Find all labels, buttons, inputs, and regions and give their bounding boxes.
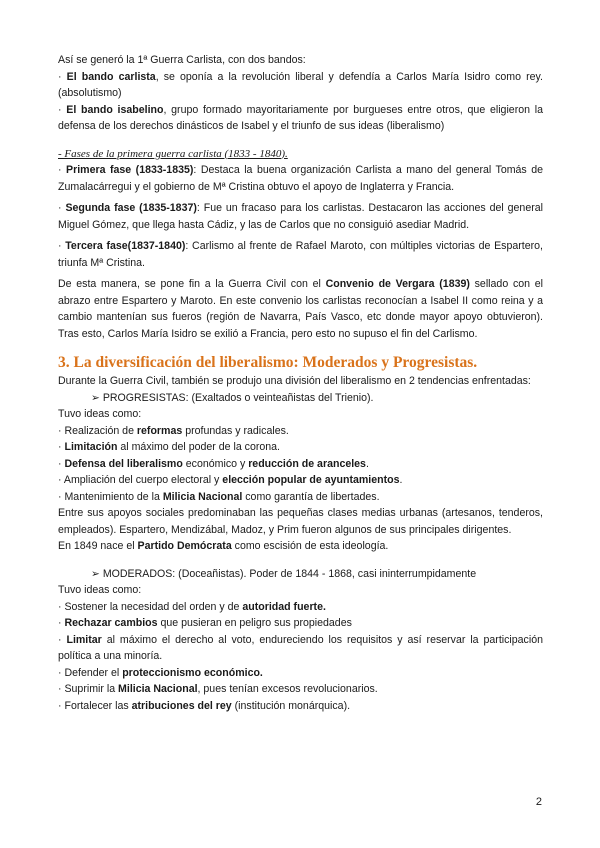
document-body bbox=[58, 52, 543, 714]
bando-isabelino: · El bando isabelino, grupo formado mayoritariamente por burgueses entre otros, que eligieron la defensa de los derechos dinásticos de Isabel y el triunfo de sus ideas (liberalismo) bbox=[58, 103, 543, 132]
prog-idea-1: · Realización de reformas profundas y radicales. bbox=[58, 424, 289, 437]
phase-1: · Primera fase (1833-1835): Destaca la buena organización Carlista a mano del general Tomás de Zumalacárregui y el gobierno de Mª Cristina obtuvo el apoyo de Inglaterra y Francia. bbox=[58, 164, 543, 193]
intro-line: Así se generó la 1ª Guerra Carlista, con dos bandos: bbox=[58, 54, 306, 66]
prog-1849: En 1849 nace el Partido Demócrata como escisión de esta ideología. bbox=[58, 540, 389, 552]
bando-carlista: · El bando carlista, se oponía a la revolución liberal y defendía a Carlos María Isidro como rey. (absolutismo) bbox=[58, 70, 543, 99]
mod-idea-5: · Suprimir la Milicia Nacional, pues tenían excesos revolucionarios. bbox=[58, 683, 378, 695]
phases-title: - Fases de la primera guerra carlista (1833 - 1840). bbox=[58, 147, 288, 160]
page-number: 2 bbox=[535, 796, 542, 808]
section-3-title: 3. La diversificación del liberalismo: Moderados y Progresistas. bbox=[58, 354, 478, 371]
prog-idea-3: · Defensa del liberalismo económico y reducción de aranceles. bbox=[58, 457, 369, 470]
mod-idea-2: · Rechazar cambios que pusieran en peligro sus propiedades bbox=[58, 617, 352, 629]
mod-idea-3: · Limitar al máximo el derecho al voto, endureciendo los requisitos y así reservar la participación política a una minoría. bbox=[58, 633, 543, 662]
mod-idea-4: · Defender el proteccionismo económico. bbox=[58, 666, 263, 679]
prog-idea-4: · Ampliación del cuerpo electoral y elección popular de ayuntamientos. bbox=[58, 474, 403, 486]
mod-idea-1: · Sostener la necesidad del orden y de autoridad fuerte. bbox=[58, 600, 326, 613]
progresistas-heading: ➢ PROGRESISTAS: (Exaltados o veinteañistas del Trienio). bbox=[91, 391, 374, 404]
progresistas-ideas-label: Tuvo ideas como: bbox=[58, 408, 142, 420]
moderados-ideas-label: Tuvo ideas como: bbox=[58, 584, 142, 596]
phase-2: · Segunda fase (1835-1837): Fue un fracaso para los carlistas. Destacaron las acciones del general Miguel Gómez, que llega hasta Cádiz, y las de Carlos que no consiguió asediar Madrid. bbox=[58, 202, 543, 231]
mod-idea-6: · Fortalecer las atribuciones del rey (institución monárquica). bbox=[58, 699, 351, 712]
section-3-intro: Durante la Guerra Civil, también se produjo una división del liberalismo en 2 tendencias enfrentadas: bbox=[58, 375, 531, 387]
convenio-paragraph: De esta manera, se pone fin a la Guerra Civil con el Convenio de Vergara (1839) sellado con el abrazo entre Espartero y Maroto. En este convenio los carlistas reconocían a Isabel II como reina y a cambio mantenían sus fueros (región de Navarra, País Vasco, etc donde mayor apoyo obtuvieron). Tras esto, Carlos María Isidro se exilió a Francia, pero esto no supuso el fin del Carlismo. bbox=[58, 278, 543, 340]
prog-support: Entre sus apoyos sociales predominaban las pequeñas clases medias urbanas (artesanos, tenderos, empleados). Espartero, Mendizábal, Madoz, y Prim fueron algunos de sus principales dirigentes. bbox=[58, 507, 543, 536]
moderados-heading: ➢ MODERADOS: (Doceañistas). Poder de 1844 - 1868, casi ininterrumpidamente bbox=[91, 567, 477, 580]
prog-idea-5: · Mantenimiento de la Milicia Nacional como garantía de libertades. bbox=[58, 490, 380, 503]
prog-idea-2: · Limitación al máximo del poder de la corona. bbox=[58, 441, 280, 453]
phase-3: · Tercera fase(1837-1840): Carlismo al frente de Rafael Maroto, con múltiples victorias de Espartero, triunfa Mª Cristina. bbox=[58, 240, 543, 269]
